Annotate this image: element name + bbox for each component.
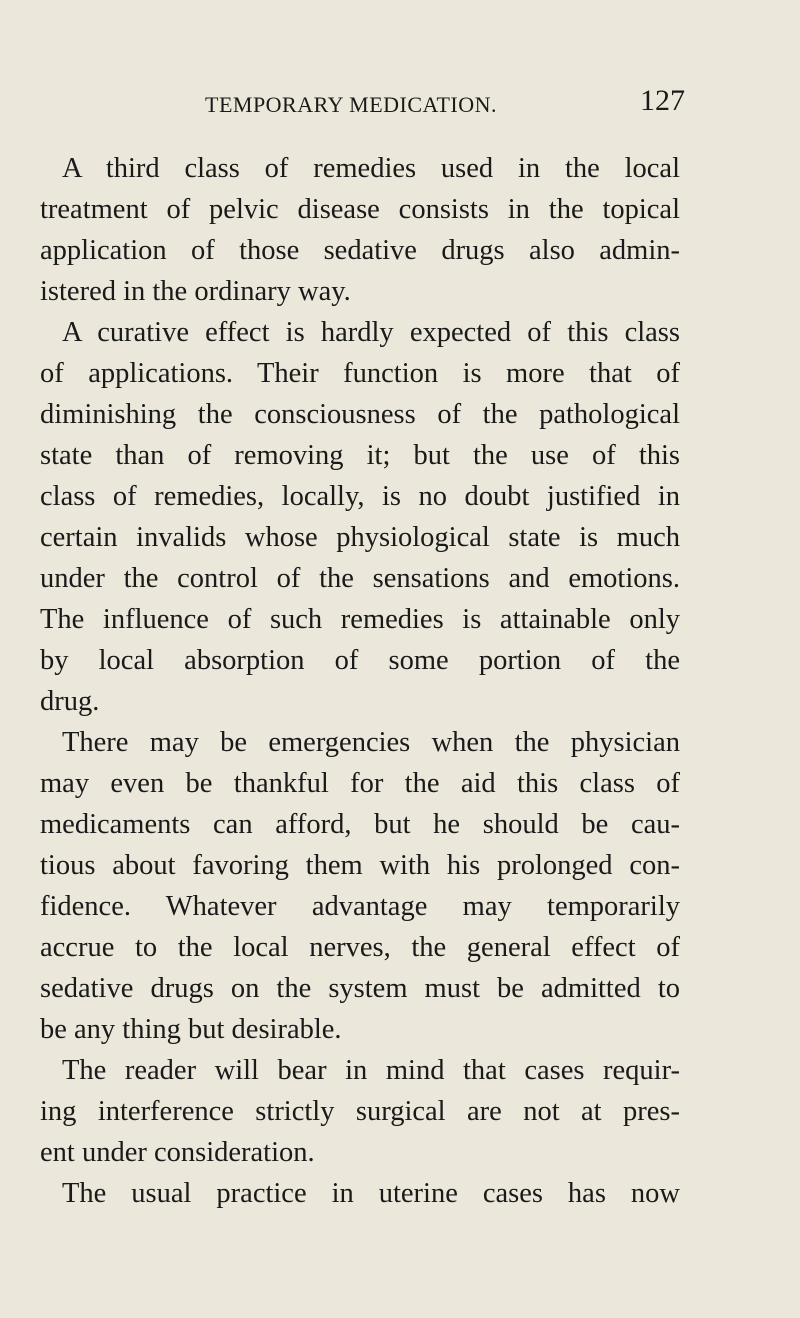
text-line: treatment of pelvic disease consists in the topical — [40, 194, 680, 225]
text-line: The reader will bear in mind that cases requir- — [62, 1055, 680, 1086]
text-line: be any thing but desirable. — [40, 1014, 342, 1045]
text-line: The usual practice in uterine cases has now — [62, 1178, 680, 1209]
running-head — [205, 84, 685, 124]
text-line: certain invalids whose physiological state is much — [40, 522, 680, 553]
text-line: diminishing the consciousness of the pathological — [40, 399, 680, 430]
text-line: medicaments can afford, but he should be cau- — [40, 809, 680, 840]
text-line: accrue to the local nerves, the general effect of — [40, 932, 680, 963]
page-number: 127 — [640, 84, 685, 117]
text-line: drug. — [40, 686, 100, 717]
text-line: A curative effect is hardly expected of this class — [62, 317, 680, 348]
text-line: sedative drugs on the system must be admitted to — [40, 973, 680, 1004]
text-line: state than of removing it; but the use of this — [40, 440, 680, 471]
running-title: TEMPORARY MEDICATION. — [205, 92, 498, 117]
text-line: istered in the ordinary way. — [40, 276, 351, 307]
text-line: by local absorption of some portion of the — [40, 645, 680, 676]
text-line: of applications. Their function is more that of — [40, 358, 680, 389]
text-line: ing interference strictly surgical are not at pres- — [40, 1096, 680, 1127]
text-line: under the control of the sensations and emotions. — [40, 563, 680, 594]
text-line: A third class of remedies used in the local — [62, 153, 680, 184]
text-line: tious about favoring them with his prolonged con- — [40, 850, 680, 881]
text-line: The influence of such remedies is attainable only — [40, 604, 680, 635]
text-line: ent under consideration. — [40, 1137, 315, 1168]
text-line: application of those sedative drugs also admin- — [40, 235, 680, 266]
text-line: fidence. Whatever advantage may temporarily — [40, 891, 680, 922]
text-line: may even be thankful for the aid this class of — [40, 768, 680, 799]
text-line: class of remedies, locally, is no doubt justified in — [40, 481, 680, 512]
text-line: There may be emergencies when the physician — [62, 727, 680, 758]
body-text — [40, 148, 680, 1214]
